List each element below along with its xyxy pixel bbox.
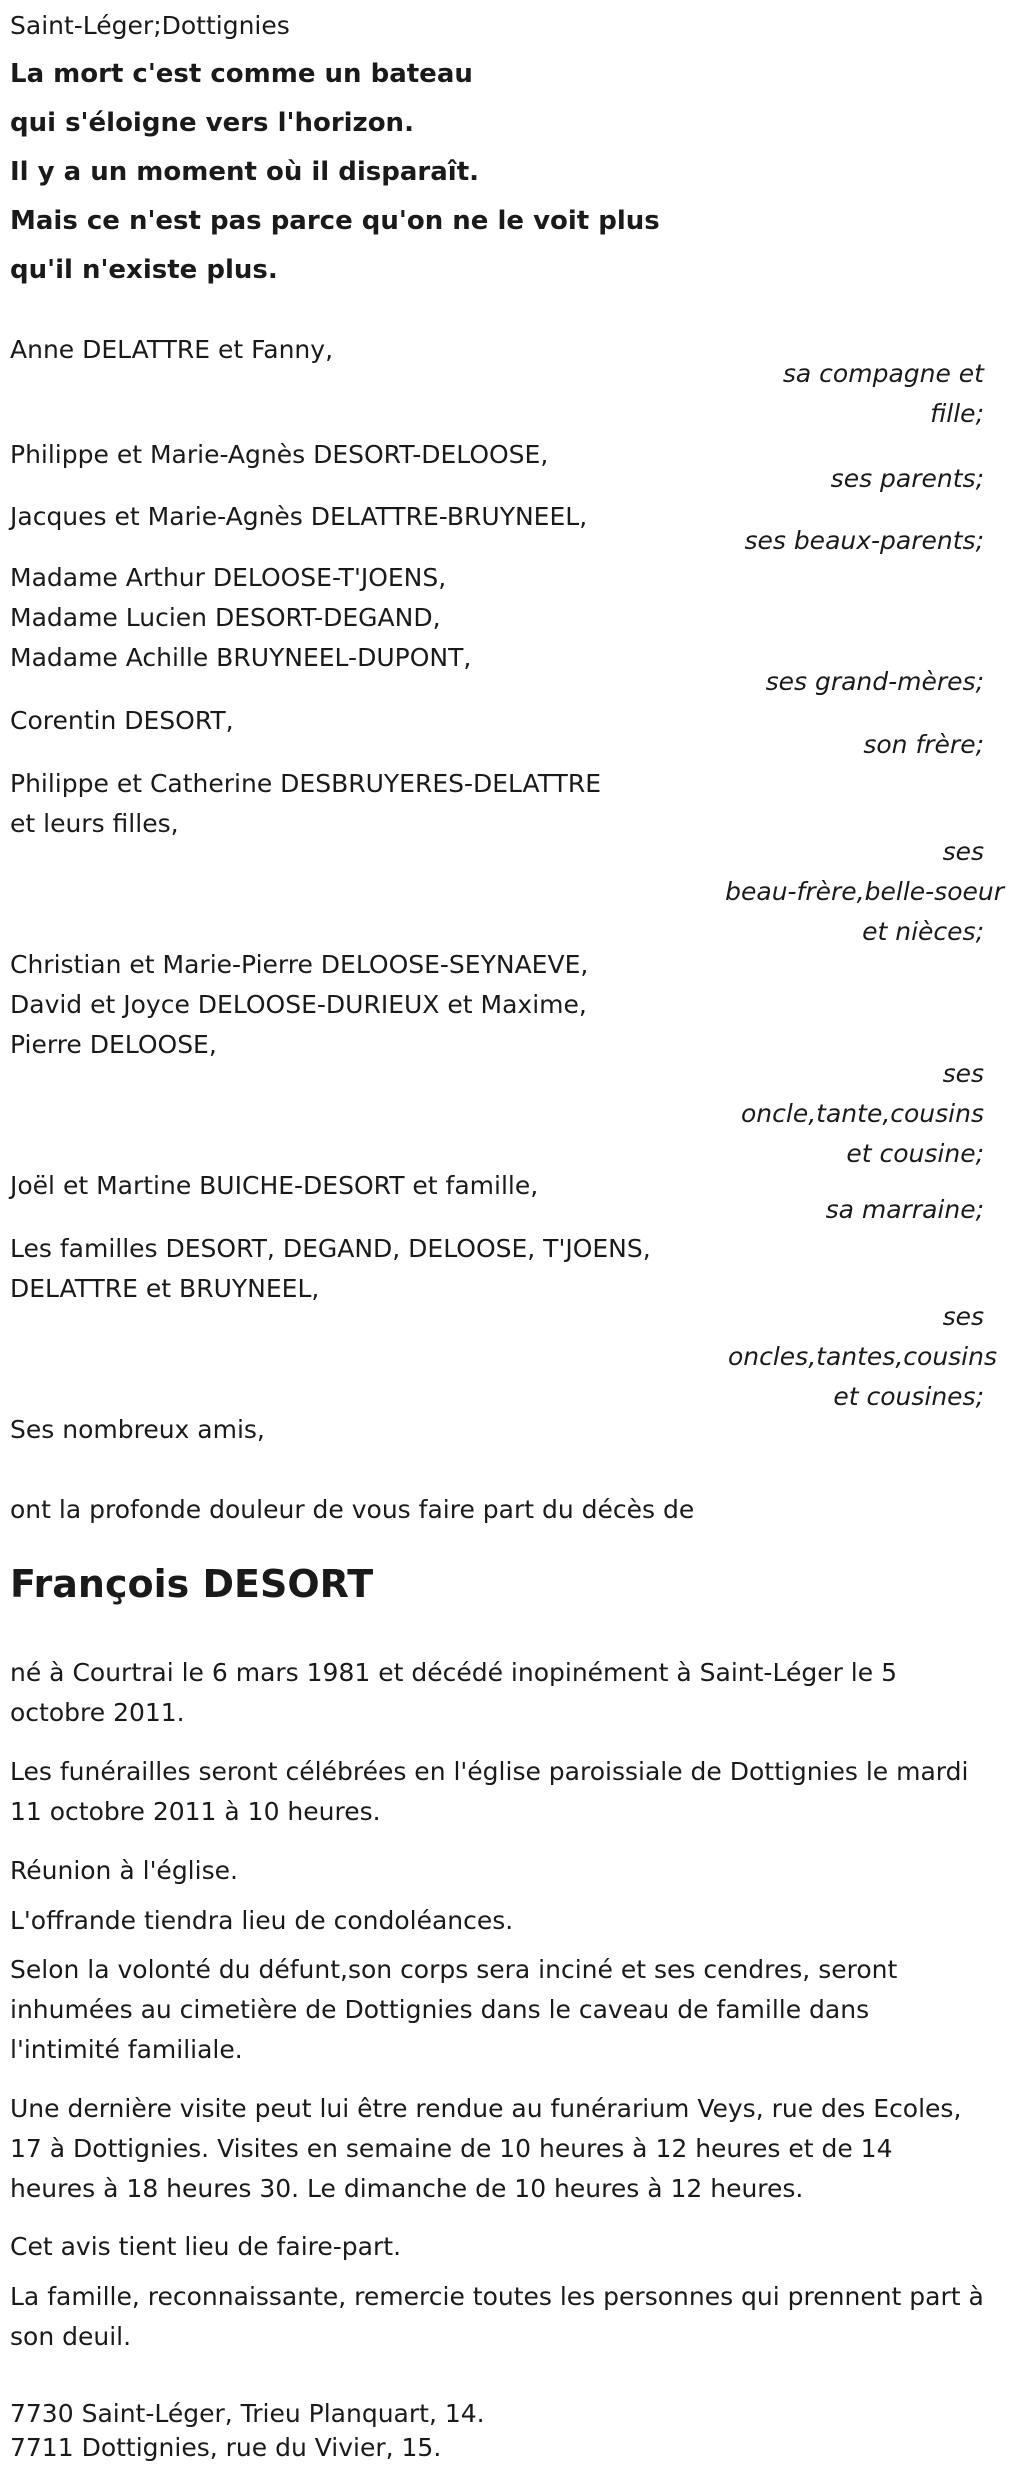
detail-paragraph: Réunion à l'église. (10, 1856, 238, 1885)
address-line: 7730 Saint-Léger, Trieu Planquart, 14. (10, 2399, 485, 2428)
family-relation: et cousines; (833, 1382, 984, 1411)
family-relation: oncles,tantes,cousins (727, 1342, 997, 1371)
family-relation: fille; (930, 399, 984, 428)
family-relation: sa marraine; (825, 1195, 984, 1224)
family-member: Les familles DESORT, DEGAND, DELOOSE, T'JOENS, (10, 1234, 651, 1263)
family-member: DELATTRE et BRUYNEEL, (10, 1274, 320, 1303)
family-relation: et cousine; (846, 1139, 984, 1168)
poem-line: qu'il n'existe plus. (10, 255, 278, 285)
family-member: Madame Lucien DESORT-DEGAND, (10, 603, 441, 632)
poem-line: Mais ce n'est pas parce qu'on ne le voit plus (10, 206, 660, 236)
family-member: et leurs filles, (10, 809, 179, 838)
family-relation: ses parents; (830, 464, 984, 493)
family-member: Madame Achille BRUYNEEL-DUPONT, (10, 643, 472, 672)
family-member: Anne DELATTRE et Fanny, (10, 335, 334, 364)
family-relation: ses (942, 837, 984, 866)
detail-paragraph: Une dernière visite peut lui être rendue au funérarium Veys, rue des Ecoles, 17 à Dottignies. Visites en semaine de 10 heures à 12 heures et de 14 heures à 18 heures 30. Le dimanche de 10 heures à 12 heures. (10, 2094, 962, 2203)
place-header: Saint-Léger;Dottignies (10, 11, 290, 40)
detail-paragraph: La famille, reconnaissante, remercie toutes les personnes qui prennent part à son deuil. (10, 2282, 984, 2351)
announcement: ont la profonde douleur de vous faire part du décès de (10, 1495, 695, 1524)
family-member: Pierre DELOOSE, (10, 1030, 217, 1059)
deceased-name: François DESORT (10, 1562, 374, 1606)
detail-paragraph: L'offrande tiendra lieu de condoléances. (10, 1906, 514, 1935)
family-member: Corentin DESORT, (10, 706, 234, 735)
family-relation: ses beaux-parents; (744, 526, 984, 555)
family-member: Philippe et Marie-Agnès DESORT-DELOOSE, (10, 440, 549, 469)
detail-paragraph: Selon la volonté du défunt,son corps sera inciné et ses cendres, seront inhumées au cimetière de Dottignies dans le caveau de famille dans l'intimité familiale. (10, 1955, 898, 2064)
family-member: Philippe et Catherine DESBRUYERES-DELATTRE (10, 769, 601, 798)
family-member: Madame Arthur DELOOSE-T'JOENS, (10, 563, 447, 592)
family-relation: sa compagne et (782, 359, 984, 388)
family-relation: beau-frère,belle-soeur (725, 877, 1004, 906)
family-member: Christian et Marie-Pierre DELOOSE-SEYNAEVE, (10, 950, 589, 979)
detail-paragraph: Cet avis tient lieu de faire-part. (10, 2232, 402, 2261)
family-member: Joël et Martine BUICHE-DESORT et famille, (10, 1171, 539, 1200)
family-relation: et nièces; (862, 917, 984, 946)
family-relation: ses (942, 1302, 984, 1331)
detail-paragraph: né à Courtrai le 6 mars 1981 et décédé inopinément à Saint-Léger le 5 octobre 2011. (10, 1658, 897, 1727)
poem-line: qui s'éloigne vers l'horizon. (10, 108, 414, 138)
poem-line: Il y a un moment où il disparaît. (10, 157, 480, 187)
detail-paragraph: Les funérailles seront célébrées en l'église paroissiale de Dottignies le mardi 11 octobre 2011 à 10 heures. (10, 1757, 969, 1826)
family-member: David et Joyce DELOOSE-DURIEUX et Maxime, (10, 990, 587, 1019)
family-member: Jacques et Marie-Agnès DELATTRE-BRUYNEEL, (10, 502, 588, 531)
family-relation: ses grand-mères; (765, 667, 984, 696)
address-line: 7711 Dottignies, rue du Vivier, 15. (10, 2433, 442, 2462)
poem-line: La mort c'est comme un bateau (10, 59, 473, 89)
family-relation: ses (942, 1059, 984, 1088)
family-relation: son frère; (863, 730, 984, 759)
friends-line: Ses nombreux amis, (10, 1415, 265, 1444)
family-relation: oncle,tante,cousins (741, 1099, 984, 1128)
